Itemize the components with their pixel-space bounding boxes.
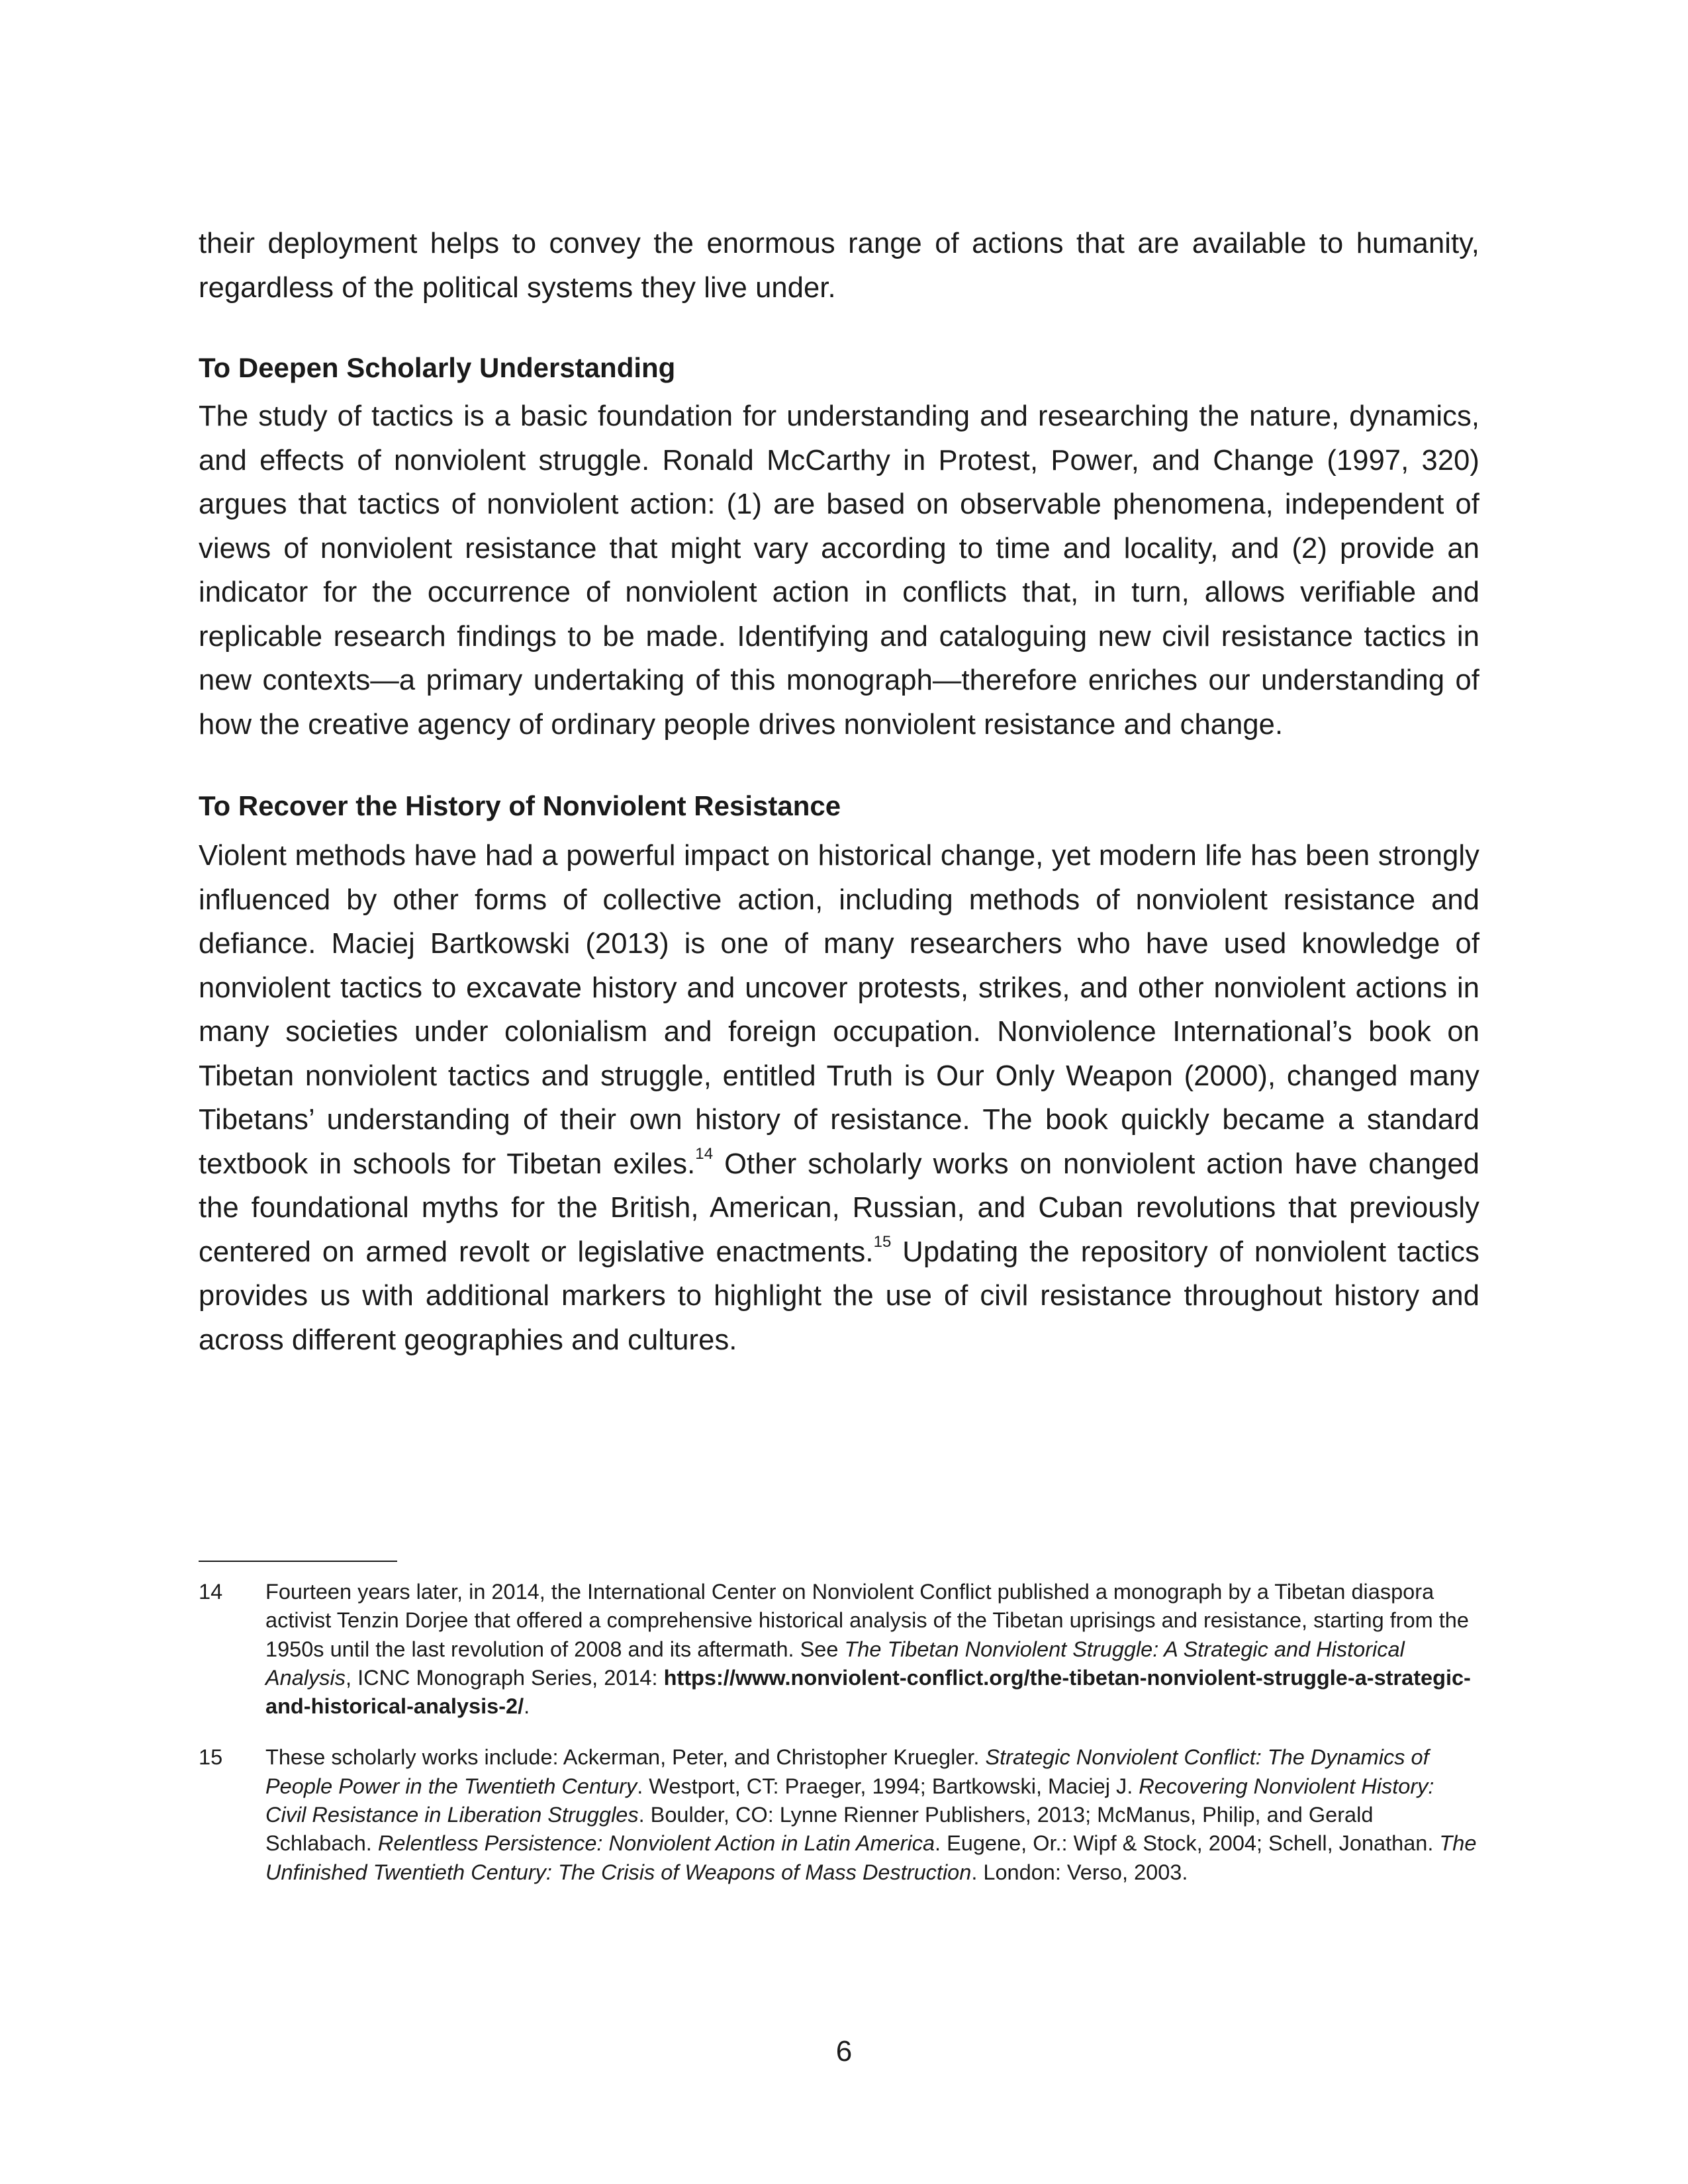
- footnote-title: Strategic Nonviolent Conflict: The Dynamics of People Power in the Twentieth Century: [265, 1745, 1429, 1798]
- footnote-link[interactable]: https://www.nonviolent-conflict.org/the-tibetan-nonviolent-struggle-a-strategic-and-historical-analysis-2/: [265, 1665, 1471, 1719]
- footnote-number: 14: [199, 1580, 223, 1604]
- paragraph-text: Violent methods have had a powerful impact on historical change, yet modern life has been strongly influenced by other forms of collective action, including methods of nonviolent resistance and defiance. Maciej Bartkowski (2013) is one of many researchers who have used knowledge of nonviolent tactics to excavate history and uncover protests, strikes, and other nonviolent actions in many societies under colonialism and foreign occupation. Nonviolence International’s book on Tibetan nonviolent tactics and struggle, entitled Truth is Our Only Weapon (2000), changed many Tibetans’ understanding of their own history of resistance. The book quickly became a standard textbook in schools for Tibetan exiles.: [199, 840, 1479, 1180]
- footnote-text-segment: . Eugene, Or.: Wipf & Stock, 2004; Schell, Jonathan.: [935, 1831, 1440, 1856]
- section-heading-recover-history: To Recover the History of Nonviolent Resistance: [199, 790, 841, 821]
- footnotes: [199, 1578, 1479, 1887]
- footnote-text: [265, 1578, 1479, 1721]
- footnote-title: The Tibetan Nonviolent Struggle: A Strategic and Historical Analysis: [265, 1637, 1405, 1690]
- footnote-text-segment: . Boulder, CO: Lynne Rienner Publishers, 2013; McManus, Philip, and Gerald Schlabach.: [265, 1803, 1374, 1856]
- section-paragraph-recover-history: [199, 834, 1479, 1362]
- footnote-text-segment: .: [524, 1694, 530, 1719]
- paragraph-text: Other scholarly works on nonviolent action have changed the foundational myths for the British, American, Russian, and Cuban revolutions that previously centered on armed revolt or legislative enactments.: [199, 1148, 1479, 1268]
- footnote-text-segment: . London: Verso, 2003.: [971, 1860, 1188, 1884]
- footnote-text-segment: , ICNC Monograph Series, 2014:: [346, 1665, 664, 1690]
- section-heading-scholarly-understanding: To Deepen Scholarly Understanding: [199, 352, 676, 383]
- intro-paragraph: their deployment helps to convey the enormous range of actions that are available to humanity, regardless of the political systems they live under.: [199, 228, 1479, 304]
- footnote-ref-14[interactable]: 14: [695, 1145, 714, 1163]
- paragraph-text: Updating the repository of nonviolent tactics provides us with additional markers to highlight the use of civil resistance throughout history and across different geographies and cultures.: [199, 1236, 1479, 1356]
- footnote-number: 15: [199, 1745, 223, 1770]
- footnote-text: [265, 1743, 1479, 1886]
- footnote-14: [199, 1578, 1479, 1721]
- section-paragraph-scholarly-understanding: The study of tactics is a basic foundation for understanding and researching the nature, dynamics, and effects of nonviolent struggle. Ronald McCarthy in Protest, Power, and Change (1997, 320) argues that tactics of nonviolent action: (1) are based on observable phenomena, independent of views of nonviolent resistance that might vary according to time and locality, and (2) provide an indicator for the occurrence of nonviolent action in conflicts that, in turn, allows verifiable and replicable research findings to be made. Identifying and cataloguing new civil resistance tactics in new contexts—a primary undertaking of this monograph—therefore enriches our understanding of how the creative agency of ordinary people drives nonviolent resistance and change.: [199, 400, 1479, 741]
- page-number: 6: [835, 2035, 853, 2068]
- footnote-text-segment: These scholarly works include: Ackerman, Peter, and Christopher Kruegler.: [265, 1745, 986, 1770]
- footnote-ref-15[interactable]: 15: [873, 1233, 892, 1251]
- footnote-title: Relentless Persistence: Nonviolent Action in Latin America: [377, 1831, 935, 1856]
- footnote-title: The Unfinished Twentieth Century: The Crisis of Weapons of Mass Destruction: [265, 1831, 1477, 1884]
- footnote-text-segment: Fourteen years later, in 2014, the International Center on Nonviolent Conflict published a monograph by a Tibetan diaspora activist Tenzin Dorjee that offered a comprehensive historical analysis of the Tibetan uprisings and resistance, starting from the 1950s until the last revolution of 2008 and its aftermath. See: [265, 1580, 1469, 1661]
- footnote-divider: [199, 1561, 397, 1562]
- page-body: [199, 222, 1479, 1362]
- footnote-title: Recovering Nonviolent History: Civil Resistance in Liberation Struggles: [265, 1774, 1434, 1827]
- footnote-15: [199, 1743, 1479, 1886]
- footnote-text-segment: . Westport, CT: Praeger, 1994; Bartkowski, Maciej J.: [637, 1774, 1139, 1798]
